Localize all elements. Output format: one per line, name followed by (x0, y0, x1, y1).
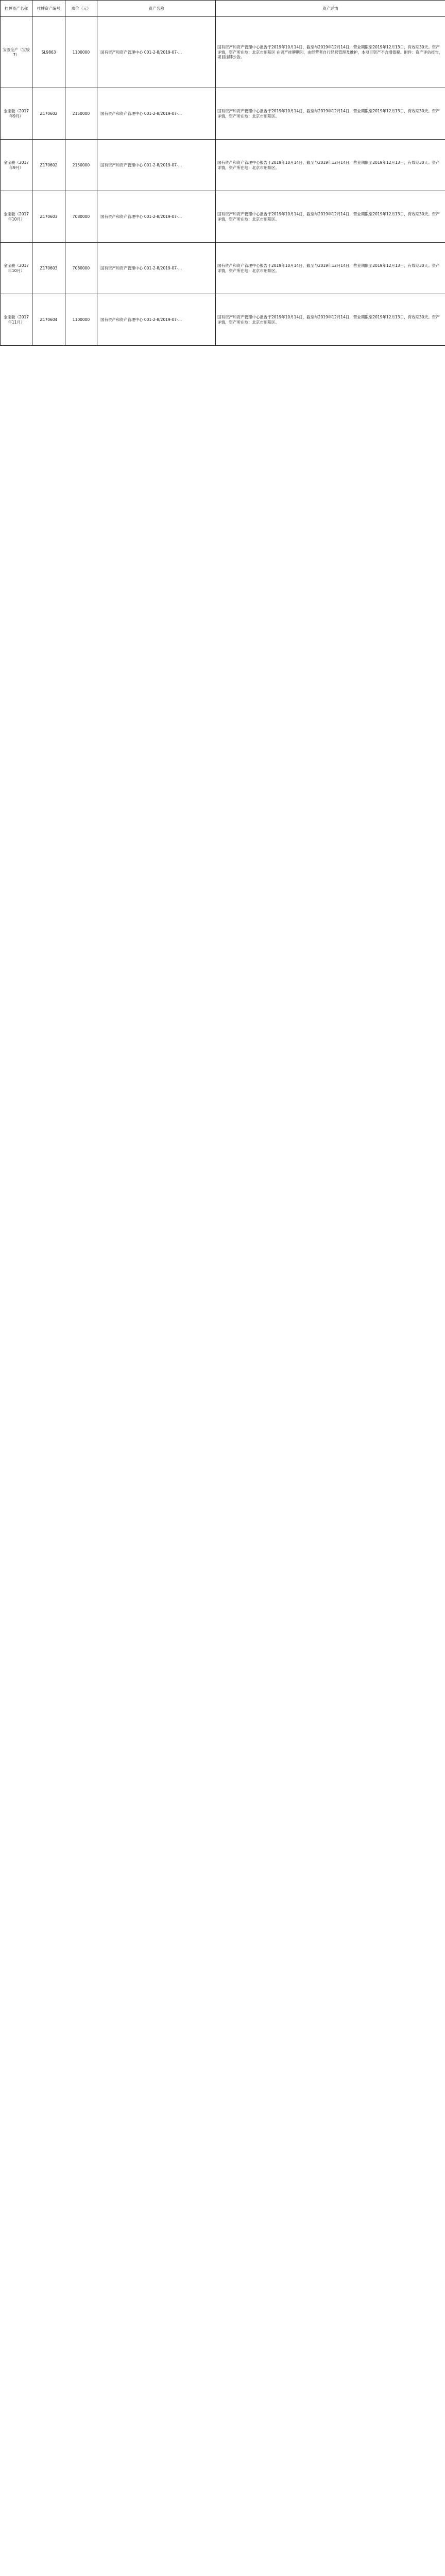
cell-reserve-price: 7080000 (65, 243, 97, 294)
header-asset-name: 挂牌资产名称 (1, 1, 32, 17)
cell-reserve-price: 1100000 (65, 294, 97, 346)
cell-asset-title: 国有资产和资产管理中心 001-2-8/2019-07-… (97, 88, 216, 140)
cell-asset-name: 金宝骏（2017年10月） (1, 191, 32, 243)
table-row (1, 88, 445, 140)
cell-asset-detail: 国有资产和资产管理中心报告于2019年10月14日，截至与2019年12月14日，营业期限至2019年12月13日，有效期30天。资产详情，资产所在地：北京市朝阳区。 (216, 140, 445, 191)
cell-asset-code: Z170602 (32, 140, 65, 191)
cell-asset-code: Z170603 (32, 243, 65, 294)
table-row (1, 191, 445, 243)
cell-reserve-price: 7080000 (65, 191, 97, 243)
cell-reserve-price: 1100000 (65, 17, 97, 88)
cell-asset-code: SL9863 (32, 17, 65, 88)
cell-asset-detail: 国有资产和资产管理中心报告于2019年10月14日，截至与2019年12月14日，营业期限至2019年12月13日，有效期30天。资产详情，资产所在地：北京市朝阳区。 (216, 88, 445, 140)
cell-asset-name: 宝骏全产（宝骏 7） (1, 17, 32, 88)
cell-asset-title: 国有资产和资产管理中心 001-2-8/2019-07-… (97, 140, 216, 191)
header-asset-detail: 资产详情 (216, 1, 445, 17)
cell-asset-name: 金宝骏（2017年9月） (1, 140, 32, 191)
table-row (1, 294, 445, 346)
header-reserve-price: 底价（元） (65, 1, 97, 17)
cell-asset-title: 国有资产和资产管理中心 001-2-8/2019-07-… (97, 191, 216, 243)
cell-asset-name: 金宝骏（2017年10月） (1, 243, 32, 294)
cell-asset-detail: 国有资产和资产管理中心报告于2019年10月14日，截至与2019年12月14日，营业期限至2019年12月13日，有效期30天。资产详情，资产所在地：北京市朝阳区。 (216, 243, 445, 294)
table-row (1, 140, 445, 191)
cell-asset-detail: 国有资产和资产管理中心报告于2019年10月14日，截至与2019年12月14日，营业期限至2019年12月13日，有效期30天。资产详情，资产所在地：北京市朝阳区 在资产挂牌期间，由经营者自行经营管理及维护，本项目资产不含增值税。附件：资产评估报告，项目挂牌公告。 (216, 17, 445, 88)
cell-reserve-price: 2150000 (65, 88, 97, 140)
header-asset-code: 挂牌资产编号 (32, 1, 65, 17)
cell-asset-code: Z170604 (32, 294, 65, 346)
cell-asset-title: 国有资产和资产管理中心 001-2-8/2019-07-… (97, 243, 216, 294)
cell-asset-detail: 国有资产和资产管理中心报告于2019年10月14日，截至与2019年12月14日，营业期限至2019年12月13日，有效期30天。资产详情，资产所在地：北京市朝阳区。 (216, 294, 445, 346)
cell-asset-title: 国有资产和资产管理中心 001-2-8/2019-07-… (97, 294, 216, 346)
header-asset-title: 资产名称 (97, 1, 216, 17)
table-row (1, 243, 445, 294)
table-row (1, 17, 445, 88)
cell-reserve-price: 2150000 (65, 140, 97, 191)
cell-asset-code: Z170602 (32, 88, 65, 140)
cell-asset-name: 金宝骏（2017年9月） (1, 88, 32, 140)
cell-asset-title: 国有资产和资产管理中心 001-2-8/2019-07-… (97, 17, 216, 88)
cell-asset-detail: 国有资产和资产管理中心报告于2019年10月14日，截至与2019年12月14日，营业期限至2019年12月13日，有效期30天。资产详情，资产所在地：北京市朝阳区。 (216, 191, 445, 243)
cell-asset-code: Z170603 (32, 191, 65, 243)
asset-table (0, 0, 445, 346)
cell-asset-name: 金宝骏（2017年11月） (1, 294, 32, 346)
